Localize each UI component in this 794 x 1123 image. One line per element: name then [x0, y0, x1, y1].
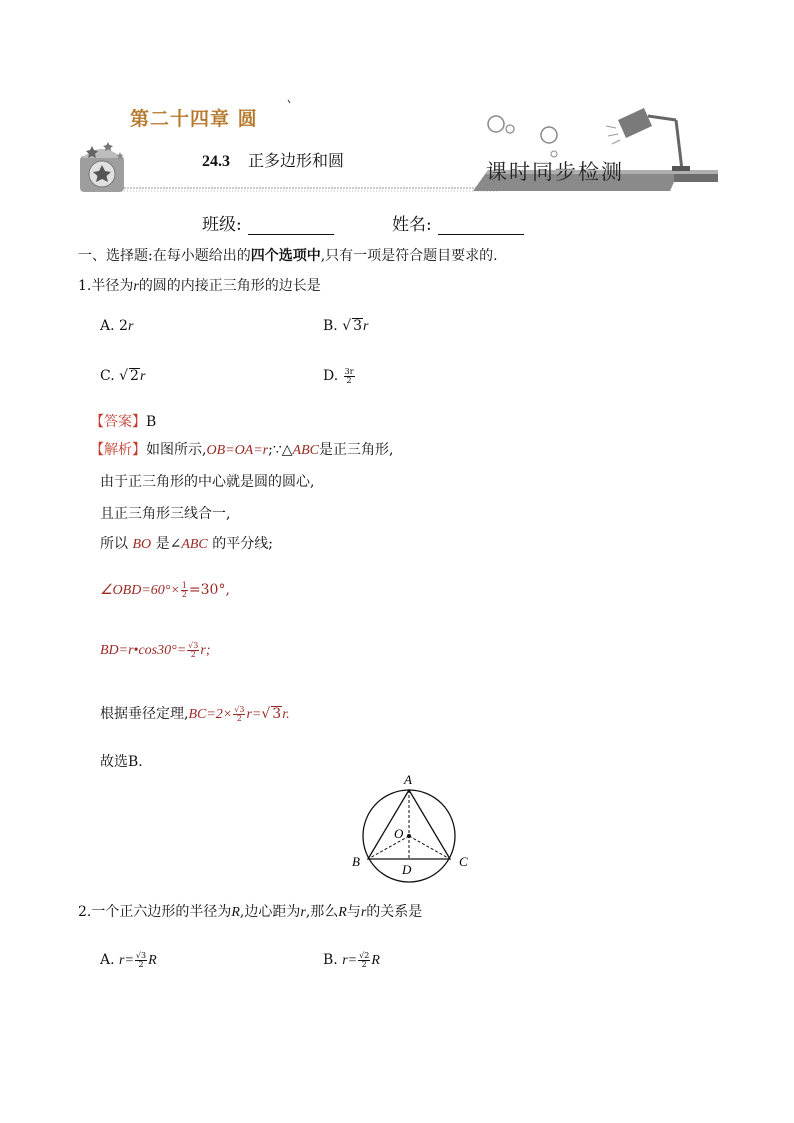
name-field[interactable]: [392, 210, 524, 235]
name-blank[interactable]: [438, 216, 524, 235]
star-badge-icon: [80, 142, 124, 192]
label-o: O: [394, 826, 404, 841]
section-heading: [202, 148, 344, 171]
center-point: [407, 834, 411, 838]
instructions: 一、选择题:在每小题给出的四个选项中,只有一项是符合题目要求的.: [78, 248, 498, 264]
class-field[interactable]: [202, 210, 334, 235]
question-2: 2.一个正六边形的半径为R,边心距为r,那么R与r的关系是: [78, 904, 423, 920]
q2-option-a[interactable]: A. r= $\frac{√3}{2}$ R: [100, 950, 157, 969]
analysis-line-1: 【解析】如图所示,OB=OA=r;∵△ABC是正三角形,: [90, 442, 394, 458]
chapter-title: 第二十四章 圆: [130, 108, 258, 130]
class-blank[interactable]: [248, 216, 334, 235]
analysis-line-5: ∠OBD=60°× $\frac{1}{2}$ =30°,: [100, 580, 230, 599]
section-title: 正多边形和圆: [248, 151, 345, 170]
analysis-line-2: 由于正三角形的中心就是圆的圆心,: [100, 474, 315, 490]
class-label: 班级:: [202, 215, 242, 235]
tagline: 课时同步检测: [486, 160, 624, 184]
analysis-line-8: 故选B.: [100, 754, 143, 770]
option-a[interactable]: A. 2r: [100, 318, 134, 334]
inscribed-triangle-figure: [344, 772, 478, 886]
analysis-line-7: 根据垂径定理,BC=2× $\frac{√3}{2}$ r=√ 3r.: [100, 704, 290, 723]
analysis-line-4: 所以 BO 是∠ABC 的平分线;: [100, 536, 273, 552]
option-c[interactable]: C. √ 2r: [100, 368, 146, 384]
option-b[interactable]: B. √ 3r: [323, 318, 369, 334]
label-c: C: [459, 854, 468, 869]
q2-option-b[interactable]: B. r= $\frac{√2}{2}$ R: [323, 950, 380, 969]
option-d[interactable]: D. $\frac{3r}{2}$: [323, 366, 354, 385]
label-a: A: [404, 772, 412, 787]
question-1: 1.半径为r的圆的内接正三角形的边长是: [78, 278, 321, 294]
bubble-icon: [488, 116, 557, 157]
label-b: B: [352, 854, 360, 869]
section-number: 24.3: [202, 153, 230, 170]
analysis-line-6: BD=r•cos30°= $\frac{√3}{2}$ r;: [100, 640, 211, 659]
answer-line: 【答案】B: [90, 414, 157, 430]
label-d: D: [402, 862, 412, 877]
analysis-line-3: 且正三角形三线合一,: [100, 506, 231, 522]
name-label: 姓名:: [392, 215, 432, 235]
